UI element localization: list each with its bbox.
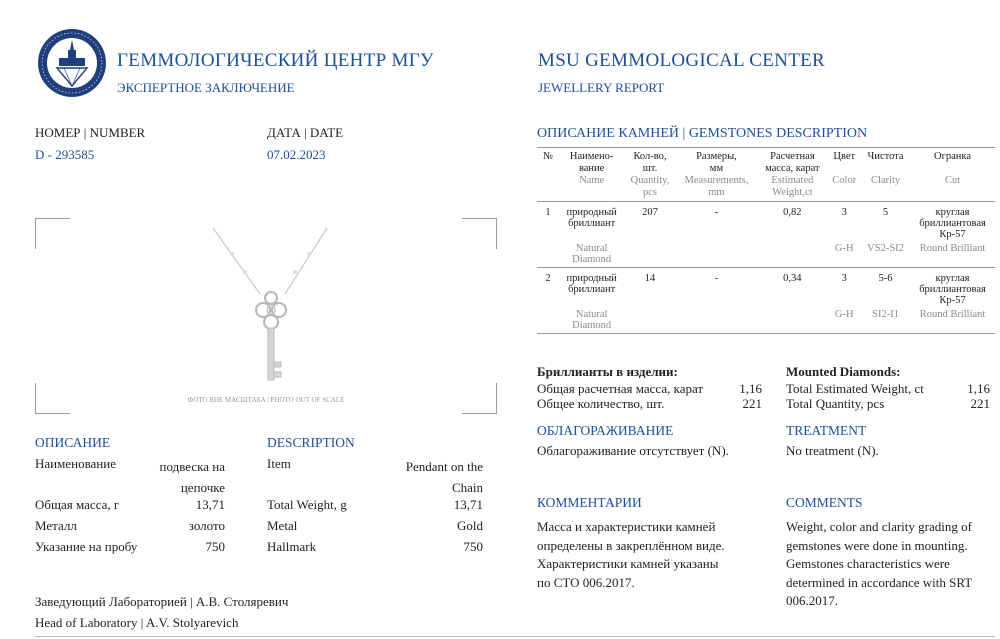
desc-en-label: Hallmark [267, 539, 317, 554]
table-row-en: Natural Diamond G-H VS2-SI2 Round Brilliant [537, 240, 995, 268]
gemstones-table [537, 147, 995, 334]
header-title-en: MSU GEMMOLOGICAL CENTER [538, 50, 825, 71]
mounted-ru-title: Бриллианты в изделии: [537, 364, 678, 379]
col-weight: Расчетная масса, карат [765, 151, 820, 174]
col-qty: Кол-во, шт. [633, 151, 667, 174]
comments-en-text: Weight, color and clarity grading of gemstones were done in mounting. Gemstones characteristics were determined in accordance with SRT 006.2017. [786, 519, 973, 608]
mounted-en-weight-value: 1,16 [967, 381, 990, 396]
desc-en-value: 750 [463, 539, 483, 554]
treatment-en-title: TREATMENT [786, 423, 867, 438]
col-cut: Огранка [934, 151, 972, 162]
desc-ru-label: Общая масса, г [35, 497, 120, 512]
desc-ru-label: Наименование [35, 456, 116, 471]
photo-note: ФОТО ВНЕ МАСШТАБА | PHOTO OUT OF SCALE [187, 396, 345, 404]
date-value: 07.02.2023 [267, 147, 326, 162]
number-value: D - 293585 [35, 147, 95, 162]
gemstones-title: ОПИСАНИЕ КАМНЕЙ | GEMSTONES DESCRIPTION [537, 126, 868, 141]
comments-ru-title: КОММЕНТАРИИ [537, 495, 642, 510]
treatment-en-text: No treatment (N). [786, 443, 879, 458]
bottom-divider [35, 636, 995, 637]
treatment-ru-title: ОБЛАГОРАЖИВАНИЕ [537, 423, 674, 438]
table-row-en: Natural Diamond G-H SI2-I1 Round Brilliant [537, 306, 995, 334]
col-clarity-en: Clarity [870, 175, 901, 186]
comments-ru-text: Масса и характеристики камней определены в закреплённом виде. Характеристики камней указаны по СТО 006.2017. [537, 519, 725, 590]
col-clarity: Чистота [867, 151, 904, 162]
mounted-en-weight-label: Total Estimated Weight, ct [786, 381, 924, 396]
col-name-en: Name [579, 175, 605, 186]
description-ru-title: ОПИСАНИЕ [35, 435, 111, 450]
desc-ru-label: Металл [35, 518, 77, 533]
desc-en-label: Total Weight, g [267, 497, 347, 512]
mounted-en-qty-label: Total Quantity, pcs [786, 396, 885, 411]
signature-ru: Заведующий Лабораторией | А.В. Столяревич [35, 594, 289, 609]
desc-ru-value: золото [188, 518, 225, 533]
col-name: Наимено- вание [569, 151, 614, 174]
col-color: Цвет [833, 151, 856, 162]
mounted-ru-qty-label: Общее количество, шт. [537, 396, 665, 411]
mounted-en-qty-value: 221 [970, 396, 990, 411]
col-cut-en: Cut [944, 175, 961, 186]
desc-en-label: Item [267, 456, 291, 471]
mounted-ru-weight-label: Общая расчетная масса, карат [537, 381, 704, 396]
header-subtitle-ru: ЭКСПЕРТНОЕ ЗАКЛЮЧЕНИЕ [117, 80, 295, 95]
msu-seal-icon [37, 28, 107, 98]
mounted-ru-qty-value: 221 [742, 396, 762, 411]
col-size-en: Measurements, mm [684, 175, 749, 198]
header-title-ru: ГЕММОЛОГИЧЕСКИЙ ЦЕНТР МГУ [117, 50, 434, 71]
desc-en-value: 13,71 [453, 497, 483, 512]
desc-en-value: Pendant on the Chain [405, 459, 483, 495]
desc-ru-label: Указание на пробу [35, 539, 138, 554]
col-qty-en: Quantity, pcs [630, 175, 670, 198]
mounted-en-title: Mounted Diamonds: [786, 364, 901, 379]
desc-en-value: Gold [457, 518, 483, 533]
mounted-ru-weight-value: 1,16 [739, 381, 762, 396]
desc-en-label: Metal [267, 518, 298, 533]
number-label: НОМЕР | NUMBER [35, 125, 146, 140]
table-row: 1 природный бриллиант 207 - 0,82 3 5 круглая бриллиантовая Кр-57 [545, 207, 986, 240]
col-color-en: Color [832, 175, 857, 186]
header-subtitle-en: JEWELLERY REPORT [538, 80, 665, 95]
col-no: № [542, 151, 554, 162]
table-row: 2 природный бриллиант 14 - 0,34 3 5-6 круглая бриллиантовая Кр-57 [545, 273, 986, 306]
photo-frame [35, 218, 497, 414]
key-pendant-photo [205, 224, 335, 394]
description-en-title: DESCRIPTION [267, 435, 355, 450]
col-weight-en: Estimated Weight,ct [771, 175, 814, 198]
desc-ru-value: 750 [205, 539, 225, 554]
col-size: Размеры, мм [696, 151, 737, 174]
desc-ru-value: 13,71 [195, 497, 225, 512]
desc-ru-value: подвеска на цепочке [159, 459, 225, 495]
comments-en-title: COMMENTS [786, 495, 863, 510]
treatment-ru-text: Облагораживание отсутствует (N). [537, 443, 729, 458]
signature-en: Head of Laboratory | A.V. Stolyarevich [35, 615, 239, 630]
date-label: ДАТА | DATE [267, 125, 344, 140]
